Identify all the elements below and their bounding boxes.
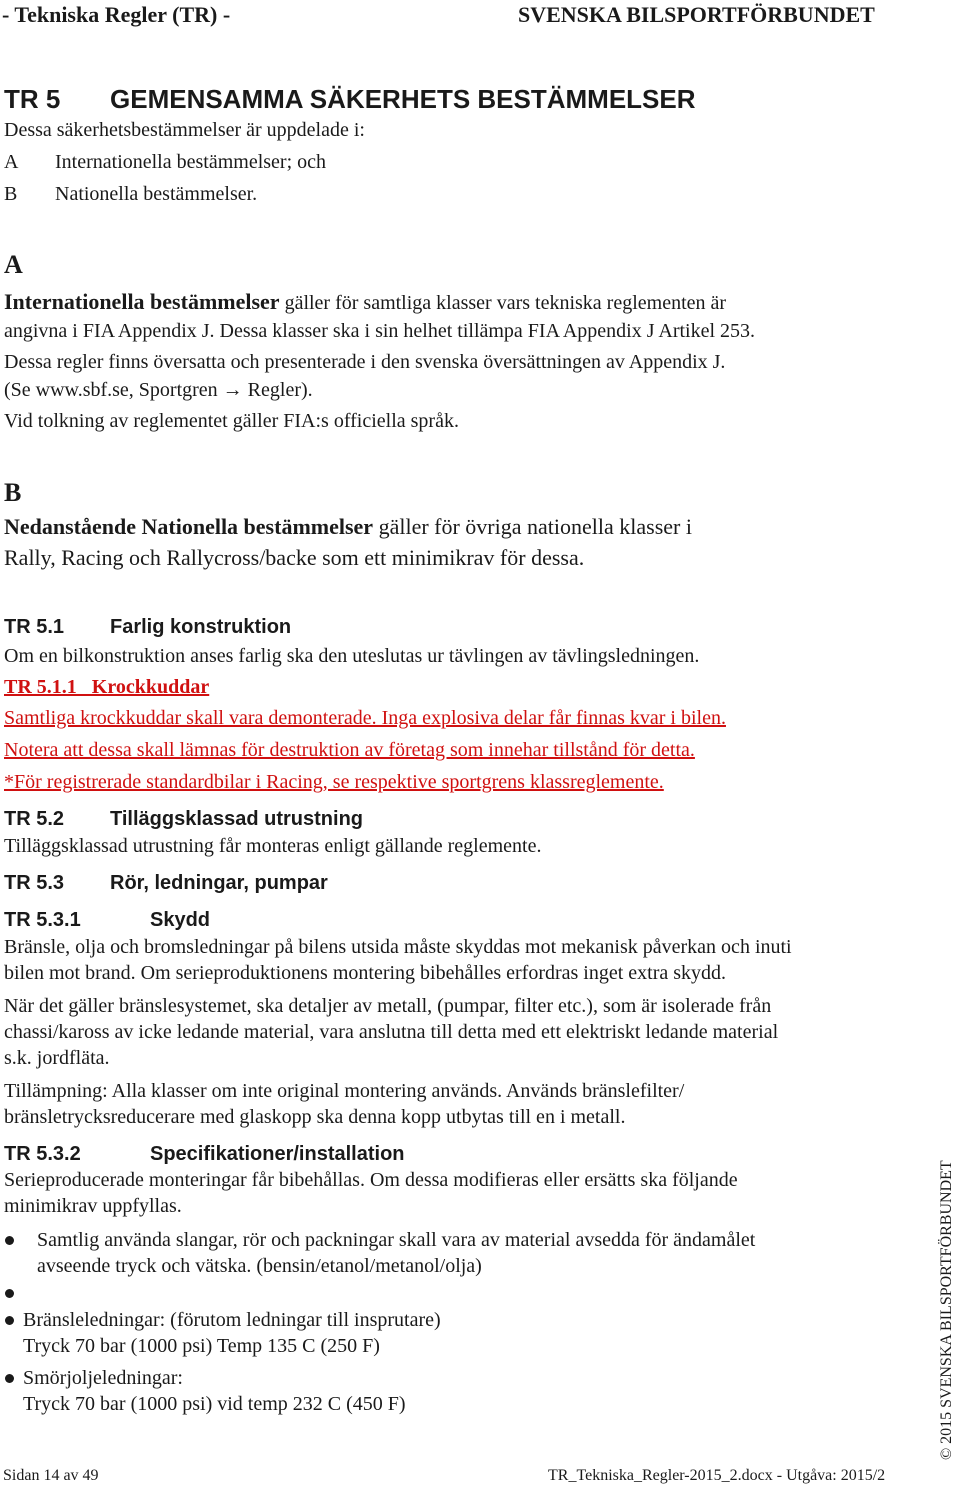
tr52-text: Tilläggsklassad utrustning får monteras enligt gällande reglemente. xyxy=(4,835,542,857)
bullet-line: Tryck 70 bar (1000 psi) vid temp 232 C (450 F) xyxy=(23,1393,406,1415)
tr5-title: GEMENSAMMA SÄKERHETS BESTÄMMELSER xyxy=(110,84,696,114)
section-b-bold-lead: Nedanstående Nationella bestämmelser xyxy=(4,514,374,539)
tr5-number: TR 5 xyxy=(4,84,61,114)
section-b-line1-rest: gäller för övriga nationella klasser i xyxy=(373,514,692,539)
tr53-number: TR 5.3 xyxy=(4,872,65,894)
section-a-line2: angivna i FIA Appendix J. Dessa klasser ska i sin helhet tillämpa FIA Appendix J Artikel 253. xyxy=(4,320,756,342)
section-a-line4-text: Regler). xyxy=(242,379,313,401)
tr5-item-text: Internationella bestämmelser; och xyxy=(55,151,327,173)
tr511-line2: Notera att dessa skall lämnas för destruktion av företag som innehar tillstånd för detta. xyxy=(4,739,695,761)
section-a-bold-lead: Internationella bestämmelser xyxy=(4,289,280,314)
tr52-number: TR 5.2 xyxy=(4,808,65,830)
header-right: SVENSKA BILSPORTFÖRBUNDET xyxy=(518,2,875,27)
tr531-p2-line: chassi/kaross av icke ledande material, vara anslutna till detta med ett elektriskt ledande material xyxy=(4,1021,779,1043)
tr53-title: Rör, ledningar, pumpar xyxy=(110,872,328,894)
bullet-dot-icon xyxy=(5,1374,14,1383)
tr531-p1-line: Bränsle, olja och bromsledningar på bilens utsida måste skyddas mot mekanisk påverkan och inuti xyxy=(4,936,792,958)
section-b-letter: B xyxy=(4,478,22,507)
sidebar-copyright: © 2015 SVENSKA BILSPORTFÖRBUNDET xyxy=(938,1160,955,1460)
bullet-line: Samtlig använda slangar, rör och packningar skall vara av material avsedda för ändamålet xyxy=(37,1229,756,1251)
bullet-line: Smörjoljeledningar: xyxy=(23,1367,183,1389)
tr532-title: Specifikationer/installation xyxy=(150,1143,405,1165)
tr531-number: TR 5.3.1 xyxy=(4,909,81,931)
bullet-dot-icon xyxy=(5,1316,14,1325)
tr5-item-letter: B xyxy=(4,183,18,205)
section-a-line4-text: (Se www.sbf.se, Sportgren xyxy=(4,379,223,401)
tr511-line1: Samtliga krockkuddar skall vara demonterade. Inga explosiva delar får finnas kvar i bilen. xyxy=(4,707,726,729)
section-b-line1 xyxy=(4,514,692,540)
section-a-line1-rest: gäller för samtliga klasser vars tekniska reglementen är xyxy=(279,292,727,314)
section-a-line4 xyxy=(4,379,313,402)
tr5-item-text: Nationella bestämmelser. xyxy=(55,183,258,205)
tr511-heading: TR 5.1.1 Krockkuddar xyxy=(4,676,210,698)
footer-doc: TR_Tekniska_Regler-2015_2.docx - Utgåva: 2015/2 xyxy=(548,1467,886,1484)
tr511-line3: *För registrerade standardbilar i Racing, se respektive sportgrens klassreglemente. xyxy=(4,771,664,793)
bullet-line: Tryck 70 bar (1000 psi) Temp 135 C (250 F) xyxy=(23,1335,380,1357)
tr52-title: Tilläggsklassad utrustning xyxy=(110,808,364,830)
tr531-title: Skydd xyxy=(150,909,211,931)
tr51-text: Om en bilkonstruktion anses farlig ska den uteslutas ur tävlingen av tävlingsledningen. xyxy=(4,645,700,667)
tr5-item-letter: A xyxy=(4,151,19,173)
tr531-p2-line: När det gäller bränslesystemet, ska detaljer av metall, (pumpar, filter etc.), som är isolerade från xyxy=(4,995,772,1017)
tr531-p1-line: bilen mot brand. Om serieproduktionens montering bibehålles erfordras inget extra skydd. xyxy=(4,962,727,984)
section-a-letter: A xyxy=(4,250,23,279)
tr531-p2-line: s.k. jordfläta. xyxy=(4,1047,110,1069)
footer-page: Sidan 14 av 49 xyxy=(3,1467,99,1484)
bullet-line: avseende tryck och vätska. (bensin/etanol/metanol/olja) xyxy=(37,1255,482,1277)
bullet-dot-icon xyxy=(5,1236,14,1245)
tr532-intro-line: Serieproducerade monteringar får bibehållas. Om dessa modifieras eller ersätts ska följande xyxy=(4,1169,738,1191)
section-a-line5: Vid tolkning av reglementet gäller FIA:s officiella språk. xyxy=(4,410,459,432)
tr51-title: Farlig konstruktion xyxy=(110,616,292,638)
arrow-right-icon: → xyxy=(222,379,243,401)
tr532-intro-line: minimikrav uppfyllas. xyxy=(4,1195,182,1217)
bullet-line: Bränsleledningar: (förutom ledningar till insprutare) xyxy=(23,1309,441,1331)
tr532-number: TR 5.3.2 xyxy=(4,1143,81,1165)
section-a-line1 xyxy=(4,289,726,315)
tr5-intro: Dessa säkerhetsbestämmelser är uppdelade i: xyxy=(4,119,365,141)
section-b-line2: Rally, Racing och Rallycross/backe som ett minimikrav för dessa. xyxy=(4,545,585,570)
section-a-line3: Dessa regler finns översatta och presenterade i den svenska översättningen av Appendix J. xyxy=(4,351,726,373)
header-left: - Tekniska Regler (TR) - xyxy=(2,2,231,27)
tr531-p3-line: bränsletrycksreducerare med glaskopp ska denna kopp utbytas till en i metall. xyxy=(4,1106,626,1128)
tr51-number: TR 5.1 xyxy=(4,616,65,638)
tr531-p3-line: Tillämpning: Alla klasser om inte original montering används. Används bränslefilter/ xyxy=(4,1080,685,1102)
bullet-dot-icon xyxy=(5,1289,14,1298)
